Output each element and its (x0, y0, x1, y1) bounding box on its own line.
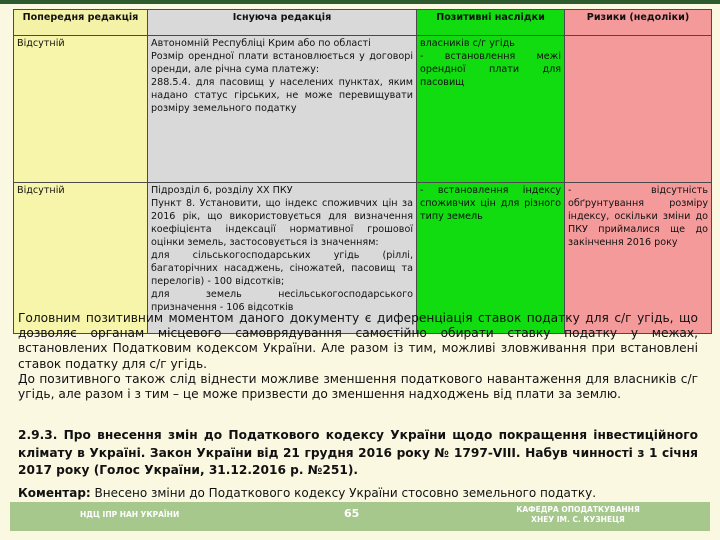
table-header-row (14, 10, 712, 36)
cell-current: Автономній Республіці Крим або по області Розмір орендної плати встановлюється у договорі оренди, але річна сума платежу: 288.5.4. для пасовищ у населених пунктах, яким надано статус гірських, не може перевищувати розміру земельного податку (148, 36, 417, 183)
header-risks: Ризики (недоліки) (565, 10, 712, 36)
cell-current: Підрозділ 6, розділу ХХ ПКУ Пункт 8. Установити, що індекс споживчих цін за 2016 рік, що використовується для визначення коефіцієнта індексації нормативної грошової оцінки земель, застосовується із значенням: для сільськогосподарських угідь (ріллі, багаторічних насаджень, сіножатей, пасовищ та перелогів) - 100 відсотків; для земель несільськогосподарського призначення - 106 відсотків (148, 183, 417, 334)
paragraph-tax-burden: До позитивного також слід віднести можливе зменшення податкового навантаження для власників с/г угідь, але разом і з тим – це може призвести до зменшення надходжень від плати за землю. (18, 371, 698, 402)
page-number: 65 (344, 507, 360, 520)
top-band (0, 0, 720, 4)
paragraph-main-positive: Головним позитивним моментом даного документу є диференціація ставок податку для с/г угідь, що дозволяє органам місцевого самоврядування самостійно обирати ставку податку у межах, встановлених Податковим кодексом України. Але разом із тим, можливі зловживання при встановлені ставок податку для с/г угідь. (18, 311, 698, 371)
header-previous: Попередня редакція (14, 10, 148, 36)
cell-positive: - встановлення індексу споживчих цін для різного типу земель (417, 183, 565, 334)
cell-positive: власників с/г угідь - встановлення межі орендної плати для пасовищ (417, 36, 565, 183)
law-title: 2.9.3. Про внесення змін до Податкового кодексу України щодо покращення інвестиційного клімату в Україні. Закон України від 21 грудня 2016 року № 1797-VIII. Набув чинності з 1 січня 2017 року (Голос України, 31.12.2016 р. №251). (18, 428, 698, 477)
comment-text: Внесено зміни до Податкового кодексу України стосовно земельного податку. (90, 486, 597, 500)
table-row (14, 36, 712, 183)
body-text (18, 311, 698, 402)
cell-previous: Відсутній (14, 183, 148, 334)
cell-risks: - відсутність обґрунтування розміру індексу, оскільки зміни до ПКУ приймалися ще до закінчення 2016 року (565, 183, 712, 334)
comment (18, 485, 708, 501)
header-current: Існуюча редакція (148, 10, 417, 36)
header-positive: Позитивні наслідки (417, 10, 565, 36)
footer (10, 502, 710, 531)
comparison-table (13, 9, 712, 334)
cell-previous: Відсутній (14, 36, 148, 183)
footer-right: КАФЕДРА ОПОДАТКУВАННЯ ХНЕУ ІМ. С. КУЗНЕЦЯ (516, 505, 640, 524)
cell-risks (565, 36, 712, 183)
footer-left: НДЦ ІПР НАН УКРАЇНИ (80, 510, 180, 519)
comment-label: Коментар: (18, 486, 91, 500)
